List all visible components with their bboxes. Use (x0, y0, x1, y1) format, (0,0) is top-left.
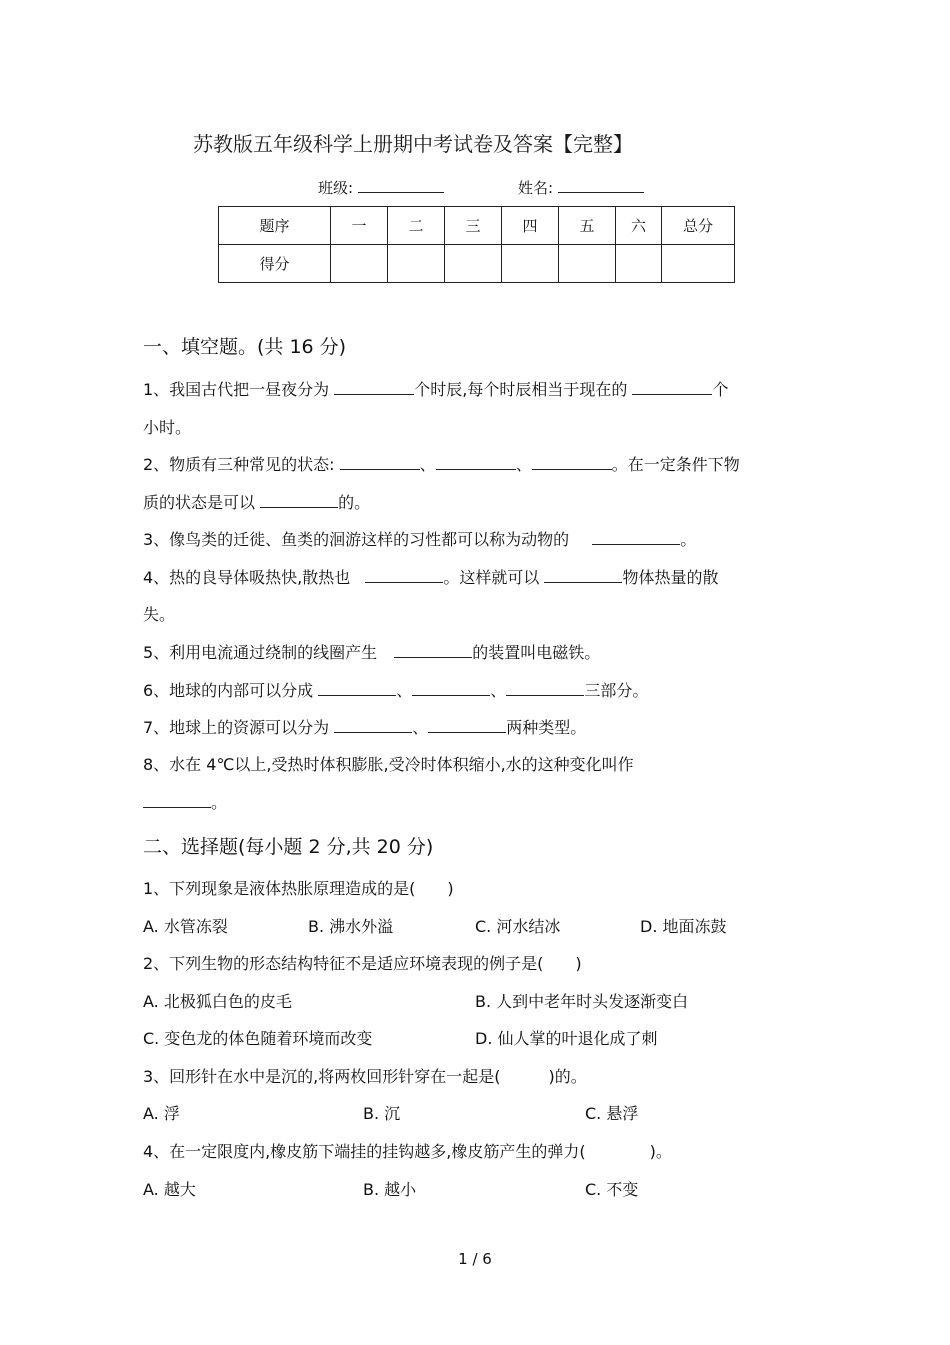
score-table-header-row (219, 207, 735, 245)
option-c[interactable]: C. 变色龙的体色随着环境而改变 (143, 1029, 373, 1048)
question-1-1 (143, 377, 728, 400)
answer-blank[interactable] (334, 716, 412, 733)
question-text: 质的状态是可以 (143, 493, 261, 512)
answer-blank[interactable] (592, 528, 680, 545)
separator: 、 (396, 681, 413, 700)
answer-blank[interactable] (394, 641, 472, 658)
separator: 、 (419, 455, 436, 474)
class-blank[interactable] (358, 176, 444, 193)
question-text: 。 (680, 530, 697, 549)
question-1-1-cont: 小时。 (143, 418, 192, 437)
question-text: 的。 (338, 493, 371, 512)
question-1-8: 8、水在 4℃以上,受热时体积膨胀,受冷时体积缩小,水的这种变化叫作 (143, 755, 634, 774)
score-header-cell: 五 (559, 207, 616, 245)
score-header-cell: 四 (502, 207, 559, 245)
question-2-4: 4、在一定限度内,橡皮筋下端挂的挂钩越多,橡皮筋产生的弹力( )。 (143, 1142, 672, 1161)
question-text: 6、地球的内部可以分成 (143, 681, 319, 700)
answer-blank[interactable] (318, 679, 396, 696)
score-cell[interactable] (616, 245, 662, 283)
name-blank[interactable] (558, 176, 644, 193)
question-text: 。 (211, 793, 228, 812)
section2-heading: 二、选择题(每小题 2 分,共 20 分) (143, 836, 434, 858)
question-1-7 (143, 715, 586, 738)
option-d[interactable]: D. 仙人掌的叶退化成了刺 (475, 1029, 658, 1048)
score-cell[interactable] (662, 245, 735, 283)
option-b[interactable]: B. 越小 (363, 1180, 417, 1199)
answer-blank[interactable] (632, 378, 712, 395)
option-b[interactable]: B. 沸水外溢 (308, 917, 394, 936)
question-text: 4、热的良导体吸热快,散热也 (143, 568, 356, 587)
score-header-cell: 总分 (662, 207, 735, 245)
page-number: 1 / 6 (458, 1250, 492, 1268)
question-1-6 (143, 678, 648, 701)
option-a[interactable]: A. 浮 (143, 1104, 180, 1123)
option-d[interactable]: D. 地面冻鼓 (640, 917, 727, 936)
score-table (218, 206, 735, 283)
answer-blank[interactable] (334, 378, 414, 395)
option-c[interactable]: C. 悬浮 (585, 1104, 639, 1123)
section1-heading: 一、填空题。(共 16 分) (143, 336, 347, 358)
score-cell[interactable] (559, 245, 616, 283)
question-1-8-cont (143, 790, 227, 813)
answer-blank[interactable] (506, 679, 584, 696)
option-c[interactable]: C. 不变 (585, 1180, 639, 1199)
question-text: 个 (712, 380, 729, 399)
question-text: 7、地球上的资源可以分为 (143, 718, 335, 737)
score-header-cell: 三 (445, 207, 502, 245)
option-a[interactable]: A. 北极狐白色的皮毛 (143, 992, 292, 1011)
name-field (518, 176, 644, 198)
question-1-4-cont: 失。 (143, 605, 176, 624)
document-title: 苏教版五年级科学上册期中考试卷及答案【完整】 (193, 132, 633, 156)
score-cell[interactable] (388, 245, 445, 283)
answer-blank[interactable] (436, 453, 516, 470)
answer-blank[interactable] (412, 679, 490, 696)
question-text: 。这样就可以 (443, 568, 545, 587)
score-header-cell: 一 (331, 207, 388, 245)
score-cell[interactable] (445, 245, 502, 283)
question-text: 个时辰,每个时辰相当于现在的 (414, 380, 633, 399)
question-1-4 (143, 565, 718, 588)
question-1-2 (143, 452, 740, 475)
answer-blank[interactable] (544, 566, 622, 583)
option-a[interactable]: A. 水管冻裂 (143, 917, 228, 936)
class-field (318, 176, 444, 198)
question-2-2: 2、下列生物的形态结构特征不是适应环境表现的例子是( ) (143, 954, 582, 973)
question-text: 两种类型。 (506, 718, 587, 737)
score-cell[interactable] (502, 245, 559, 283)
class-label: 班级: (318, 179, 354, 197)
score-cell[interactable] (331, 245, 388, 283)
score-header-cell: 二 (388, 207, 445, 245)
score-table-score-row (219, 245, 735, 283)
question-text: 三部分。 (584, 681, 649, 700)
name-label: 姓名: (518, 179, 554, 197)
question-text: 1、我国古代把一昼夜分为 (143, 380, 335, 399)
separator: 、 (412, 718, 429, 737)
answer-blank[interactable] (365, 566, 443, 583)
option-c[interactable]: C. 河水结冰 (475, 917, 561, 936)
answer-blank[interactable] (143, 791, 211, 808)
question-text: 2、物质有三种常见的状态: (143, 455, 340, 474)
question-2-3: 3、回形针在水中是沉的,将两枚回形针穿在一起是( )的。 (143, 1067, 587, 1086)
question-text: 物体热量的散 (622, 568, 719, 587)
score-row-label: 得分 (219, 245, 331, 283)
question-text: 5、利用电流通过绕制的线圈产生 (143, 643, 383, 662)
option-b[interactable]: B. 沉 (363, 1104, 401, 1123)
option-b[interactable]: B. 人到中老年时头发逐渐变白 (475, 992, 689, 1011)
question-text: 的装置叫电磁铁。 (472, 643, 601, 662)
question-text: 3、像鸟类的迁徙、鱼类的洄游这样的习性都可以称为动物的 (143, 530, 575, 549)
question-1-2-cont (143, 490, 370, 513)
separator: 、 (515, 455, 532, 474)
answer-blank[interactable] (428, 716, 506, 733)
question-1-5 (143, 640, 600, 663)
question-2-1: 1、下列现象是液体热胀原理造成的是( ) (143, 879, 454, 898)
answer-blank[interactable] (260, 491, 338, 508)
answer-blank[interactable] (340, 453, 420, 470)
option-a[interactable]: A. 越大 (143, 1180, 196, 1199)
score-header-cell: 题序 (219, 207, 331, 245)
score-header-cell: 六 (616, 207, 662, 245)
question-1-3 (143, 527, 696, 550)
answer-blank[interactable] (532, 453, 612, 470)
separator: 、 (490, 681, 507, 700)
question-text: 。在一定条件下物 (611, 455, 740, 474)
